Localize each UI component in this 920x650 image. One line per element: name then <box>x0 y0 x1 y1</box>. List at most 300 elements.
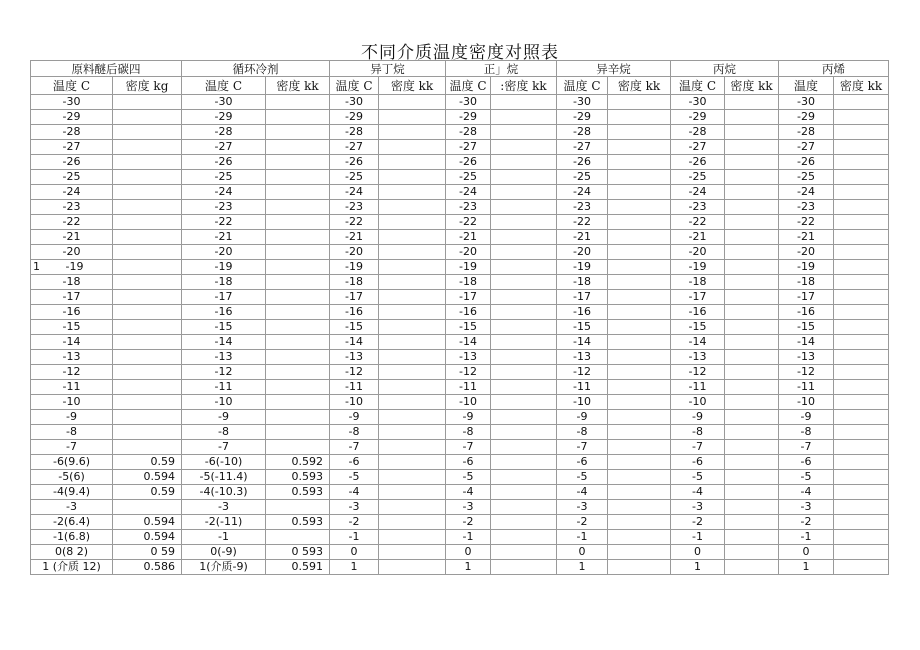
temperature-cell: -12 <box>182 365 266 380</box>
temperature-cell: -5(6) <box>31 470 113 485</box>
table-row <box>31 410 889 425</box>
density-table <box>30 60 889 575</box>
density-cell <box>379 440 446 455</box>
temperature-cell: -17 <box>671 290 725 305</box>
density-cell <box>608 320 671 335</box>
temperature-cell: -30 <box>557 95 608 110</box>
temperature-cell: -13 <box>779 350 834 365</box>
density-cell <box>608 215 671 230</box>
density-cell <box>608 275 671 290</box>
density-cell <box>725 200 779 215</box>
density-cell <box>266 320 330 335</box>
density-cell <box>725 560 779 575</box>
density-cell <box>379 125 446 140</box>
temperature-cell: -24 <box>446 185 491 200</box>
temperature-cell: -4 <box>446 485 491 500</box>
density-cell <box>491 275 557 290</box>
temperature-cell: -30 <box>779 95 834 110</box>
density-cell <box>834 455 889 470</box>
temperature-cell: -13 <box>557 350 608 365</box>
table-row <box>31 440 889 455</box>
density-cell <box>379 515 446 530</box>
temperature-cell: -26 <box>779 155 834 170</box>
density-cell <box>608 170 671 185</box>
density-cell <box>834 260 889 275</box>
density-cell <box>725 260 779 275</box>
density-cell <box>379 530 446 545</box>
density-cell <box>608 95 671 110</box>
temperature-cell: -22 <box>671 215 725 230</box>
density-cell <box>608 470 671 485</box>
temperature-cell: 0 <box>671 545 725 560</box>
temperature-cell: -11 <box>557 380 608 395</box>
temperature-cell: -28 <box>31 125 113 140</box>
density-cell <box>608 230 671 245</box>
temperature-cell: -1(6.8) <box>31 530 113 545</box>
temperature-cell: -30 <box>31 95 113 110</box>
temperature-cell: -3 <box>446 500 491 515</box>
temperature-cell: -7 <box>330 440 379 455</box>
density-cell <box>834 200 889 215</box>
temperature-cell: -17 <box>31 290 113 305</box>
temperature-cell: -16 <box>557 305 608 320</box>
density-cell <box>379 560 446 575</box>
density-cell <box>834 335 889 350</box>
temperature-cell: -6 <box>446 455 491 470</box>
density-header-6: 密度 kk <box>725 77 779 95</box>
temperature-cell: -9 <box>779 410 834 425</box>
page-title: 不同介质温度密度对照表 <box>361 43 559 63</box>
temperature-cell: -21 <box>446 230 491 245</box>
density-cell <box>834 440 889 455</box>
density-cell <box>608 425 671 440</box>
density-cell <box>834 305 889 320</box>
density-cell <box>608 410 671 425</box>
density-cell <box>379 485 446 500</box>
temperature-cell: -9 <box>330 410 379 425</box>
temperature-cell: -10 <box>182 395 266 410</box>
density-cell <box>379 380 446 395</box>
table-row <box>31 110 889 125</box>
temperature-cell: -14 <box>779 335 834 350</box>
temperature-cell: -13 <box>671 350 725 365</box>
density-cell <box>113 155 182 170</box>
density-cell <box>834 140 889 155</box>
temperature-cell: -13 <box>182 350 266 365</box>
temperature-cell: -9 <box>671 410 725 425</box>
temperature-cell: -26 <box>671 155 725 170</box>
temperature-cell: 1 <box>446 560 491 575</box>
temperature-cell: -10 <box>671 395 725 410</box>
temp-header-4: 温度 C <box>446 77 491 95</box>
density-cell <box>608 530 671 545</box>
temp-header-1: 温度 C <box>31 77 113 95</box>
density-cell <box>491 260 557 275</box>
temperature-cell: -19 <box>446 260 491 275</box>
table-row <box>31 215 889 230</box>
temperature-cell: -14 <box>31 335 113 350</box>
density-cell <box>725 500 779 515</box>
temperature-cell: -22 <box>446 215 491 230</box>
temperature-cell: -23 <box>779 200 834 215</box>
density-cell <box>266 395 330 410</box>
density-cell <box>834 155 889 170</box>
density-cell <box>113 275 182 290</box>
temperature-cell: -22 <box>182 215 266 230</box>
temperature-cell: -18 <box>182 275 266 290</box>
temperature-cell: -8 <box>31 425 113 440</box>
density-cell <box>491 425 557 440</box>
temperature-cell: -24 <box>671 185 725 200</box>
density-cell <box>379 365 446 380</box>
temperature-cell: -9 <box>446 410 491 425</box>
density-cell <box>725 110 779 125</box>
table-row <box>31 425 889 440</box>
density-cell <box>725 215 779 230</box>
density-cell <box>266 500 330 515</box>
table-row <box>31 200 889 215</box>
temperature-cell: -22 <box>779 215 834 230</box>
temperature-cell: -27 <box>779 140 834 155</box>
density-cell <box>608 545 671 560</box>
table-row <box>31 350 889 365</box>
temperature-cell: -15 <box>779 320 834 335</box>
temperature-cell: -25 <box>31 170 113 185</box>
table-row <box>31 245 889 260</box>
density-cell <box>379 455 446 470</box>
density-cell <box>834 290 889 305</box>
density-cell <box>379 185 446 200</box>
temperature-cell: -28 <box>557 125 608 140</box>
temperature-cell: -22 <box>330 215 379 230</box>
temperature-cell: 0 <box>446 545 491 560</box>
temperature-cell: 1 <box>671 560 725 575</box>
temperature-cell: 1 <box>779 560 834 575</box>
temperature-cell: -20 <box>330 245 379 260</box>
temperature-cell: -23 <box>330 200 379 215</box>
density-cell <box>379 170 446 185</box>
table-row <box>31 95 889 110</box>
density-cell <box>113 380 182 395</box>
temperature-cell: -29 <box>671 110 725 125</box>
density-cell <box>608 515 671 530</box>
temperature-cell: -2 <box>446 515 491 530</box>
temperature-cell: -5 <box>779 470 834 485</box>
density-cell <box>379 290 446 305</box>
density-cell <box>725 530 779 545</box>
temperature-cell: -26 <box>446 155 491 170</box>
density-cell <box>608 185 671 200</box>
temperature-cell: -18 <box>31 275 113 290</box>
density-cell <box>491 500 557 515</box>
temperature-cell: -11 <box>779 380 834 395</box>
density-cell <box>608 140 671 155</box>
density-cell <box>266 290 330 305</box>
temperature-cell: -2(6.4) <box>31 515 113 530</box>
table-row <box>31 320 889 335</box>
temperature-cell: -4(-10.3) <box>182 485 266 500</box>
density-cell <box>266 95 330 110</box>
table-row <box>31 380 889 395</box>
table-row <box>31 455 889 470</box>
temperature-cell: -4 <box>557 485 608 500</box>
temperature-cell: -5 <box>330 470 379 485</box>
table-row <box>31 260 889 275</box>
temperature-cell: -14 <box>330 335 379 350</box>
density-cell <box>491 410 557 425</box>
temperature-cell: -10 <box>779 395 834 410</box>
density-cell <box>834 110 889 125</box>
table-row <box>31 365 889 380</box>
temperature-cell: -24 <box>182 185 266 200</box>
temperature-cell: -11 <box>446 380 491 395</box>
density-cell <box>491 395 557 410</box>
temperature-cell: -7 <box>557 440 608 455</box>
density-cell <box>266 305 330 320</box>
temperature-cell: -7 <box>671 440 725 455</box>
density-cell <box>834 545 889 560</box>
density-header-5: 密度 kk <box>608 77 671 95</box>
temperature-cell: -20 <box>557 245 608 260</box>
temperature-cell: -15 <box>330 320 379 335</box>
density-cell <box>834 410 889 425</box>
temperature-cell: -29 <box>557 110 608 125</box>
temperature-cell: 0 <box>779 545 834 560</box>
density-cell <box>379 155 446 170</box>
temperature-cell: -15 <box>557 320 608 335</box>
temperature-cell: -23 <box>557 200 608 215</box>
density-cell <box>834 530 889 545</box>
temperature-cell: -4 <box>671 485 725 500</box>
density-cell <box>113 185 182 200</box>
temperature-cell: -15 <box>182 320 266 335</box>
table-row <box>31 305 889 320</box>
temperature-cell: -25 <box>330 170 379 185</box>
temperature-cell: -5 <box>671 470 725 485</box>
density-cell <box>491 320 557 335</box>
temperature-cell: -8 <box>779 425 834 440</box>
density-cell <box>608 365 671 380</box>
temperature-cell: -14 <box>671 335 725 350</box>
temperature-cell: -11 <box>671 380 725 395</box>
density-cell <box>379 350 446 365</box>
density-cell <box>379 260 446 275</box>
group-header-row <box>31 61 889 77</box>
temperature-cell: 0(-9) <box>182 545 266 560</box>
temperature-cell: -18 <box>330 275 379 290</box>
row-marker: 1 <box>33 260 40 273</box>
temperature-cell: -20 <box>182 245 266 260</box>
temperature-cell: -24 <box>779 185 834 200</box>
table-row <box>31 515 889 530</box>
temperature-cell: -29 <box>31 110 113 125</box>
temperature-cell: -12 <box>779 365 834 380</box>
temperature-cell: -3 <box>182 500 266 515</box>
density-cell <box>113 395 182 410</box>
density-cell <box>608 260 671 275</box>
density-cell <box>266 110 330 125</box>
table-row <box>31 470 889 485</box>
temperature-cell: -23 <box>446 200 491 215</box>
density-cell <box>491 200 557 215</box>
temperature-cell: -3 <box>779 500 834 515</box>
density-cell <box>379 245 446 260</box>
temperature-cell: -18 <box>446 275 491 290</box>
density-cell <box>834 485 889 500</box>
temperature-cell: -4 <box>779 485 834 500</box>
temp-header-6: 温度 C <box>671 77 725 95</box>
density-cell <box>834 350 889 365</box>
temperature-cell: -27 <box>330 140 379 155</box>
density-cell <box>725 230 779 245</box>
density-cell <box>491 455 557 470</box>
table-row <box>31 170 889 185</box>
density-cell <box>266 185 330 200</box>
temperature-cell: -1 <box>446 530 491 545</box>
temperature-cell: -2 <box>330 515 379 530</box>
density-cell <box>491 560 557 575</box>
temperature-cell: -21 <box>31 230 113 245</box>
density-cell <box>725 515 779 530</box>
density-cell <box>266 215 330 230</box>
density-cell: 0.592 <box>266 455 330 470</box>
temperature-cell: -28 <box>671 125 725 140</box>
density-cell <box>834 515 889 530</box>
temperature-cell: -30 <box>446 95 491 110</box>
density-cell: 0 593 <box>266 545 330 560</box>
temperature-value: -19 <box>65 260 84 273</box>
density-cell <box>725 155 779 170</box>
density-cell <box>379 275 446 290</box>
table-row <box>31 290 889 305</box>
density-cell <box>834 395 889 410</box>
density-cell <box>725 245 779 260</box>
density-cell <box>608 125 671 140</box>
temperature-cell: -15 <box>446 320 491 335</box>
temperature-cell: -12 <box>671 365 725 380</box>
density-cell <box>491 140 557 155</box>
table-row <box>31 140 889 155</box>
temperature-cell: -6 <box>779 455 834 470</box>
density-cell <box>266 200 330 215</box>
density-cell <box>266 125 330 140</box>
density-cell <box>834 125 889 140</box>
temperature-cell: -6(-10) <box>182 455 266 470</box>
density-cell <box>491 245 557 260</box>
temperature-cell: -3 <box>557 500 608 515</box>
temperature-cell: -26 <box>557 155 608 170</box>
temperature-cell: -29 <box>446 110 491 125</box>
temperature-cell: -2(-11) <box>182 515 266 530</box>
density-cell <box>113 440 182 455</box>
density-cell <box>608 485 671 500</box>
density-cell <box>379 110 446 125</box>
density-cell: 0.594 <box>113 515 182 530</box>
density-cell <box>379 425 446 440</box>
density-cell <box>266 425 330 440</box>
density-cell <box>113 350 182 365</box>
temperature-cell: -21 <box>671 230 725 245</box>
temperature-cell: 1 <box>557 560 608 575</box>
temp-header-3: 温度 C <box>330 77 379 95</box>
temperature-cell: -1 <box>671 530 725 545</box>
density-cell <box>379 320 446 335</box>
temperature-cell: -7 <box>182 440 266 455</box>
density-cell <box>491 95 557 110</box>
group-header-4: 正」烷 <box>446 61 557 77</box>
temperature-cell: -24 <box>330 185 379 200</box>
temperature-cell: -23 <box>31 200 113 215</box>
density-cell <box>725 290 779 305</box>
density-cell <box>491 290 557 305</box>
temperature-cell: -13 <box>31 350 113 365</box>
temperature-cell: -16 <box>182 305 266 320</box>
temperature-cell: -6 <box>557 455 608 470</box>
temperature-cell: -21 <box>557 230 608 245</box>
temperature-cell: -2 <box>557 515 608 530</box>
density-cell <box>834 500 889 515</box>
temperature-cell: -2 <box>671 515 725 530</box>
temperature-cell: -2 <box>779 515 834 530</box>
temperature-cell: -6 <box>671 455 725 470</box>
density-cell <box>113 305 182 320</box>
density-header-7: 密度 kk <box>834 77 889 95</box>
density-cell <box>266 530 330 545</box>
density-cell <box>379 200 446 215</box>
temperature-cell: -12 <box>330 365 379 380</box>
group-header-1: 原料醚后碳四 <box>31 61 182 77</box>
density-cell <box>725 170 779 185</box>
density-cell <box>113 170 182 185</box>
density-cell <box>725 125 779 140</box>
temperature-cell: -23 <box>671 200 725 215</box>
temperature-cell: -7 <box>779 440 834 455</box>
temperature-cell: -26 <box>182 155 266 170</box>
table-row <box>31 155 889 170</box>
temperature-cell: -19 <box>671 260 725 275</box>
temperature-cell: -17 <box>182 290 266 305</box>
temperature-cell: -20 <box>671 245 725 260</box>
density-cell: 0.593 <box>266 470 330 485</box>
density-cell <box>491 515 557 530</box>
temperature-cell: -8 <box>671 425 725 440</box>
density-cell <box>834 365 889 380</box>
density-cell <box>113 95 182 110</box>
density-cell <box>491 185 557 200</box>
temperature-cell: -19 <box>182 260 266 275</box>
temperature-cell: -24 <box>31 185 113 200</box>
density-cell <box>834 380 889 395</box>
density-cell <box>379 305 446 320</box>
temperature-cell <box>31 260 113 275</box>
temperature-cell: -27 <box>446 140 491 155</box>
density-cell <box>834 170 889 185</box>
density-cell <box>379 395 446 410</box>
temperature-cell: -25 <box>671 170 725 185</box>
temperature-cell: -27 <box>557 140 608 155</box>
density-cell <box>608 380 671 395</box>
density-cell <box>834 230 889 245</box>
density-cell <box>491 470 557 485</box>
density-cell <box>113 125 182 140</box>
density-cell <box>266 245 330 260</box>
density-cell <box>113 140 182 155</box>
temperature-cell: -30 <box>330 95 379 110</box>
density-cell <box>725 335 779 350</box>
density-cell <box>834 470 889 485</box>
temperature-cell: -27 <box>31 140 113 155</box>
density-cell <box>266 230 330 245</box>
